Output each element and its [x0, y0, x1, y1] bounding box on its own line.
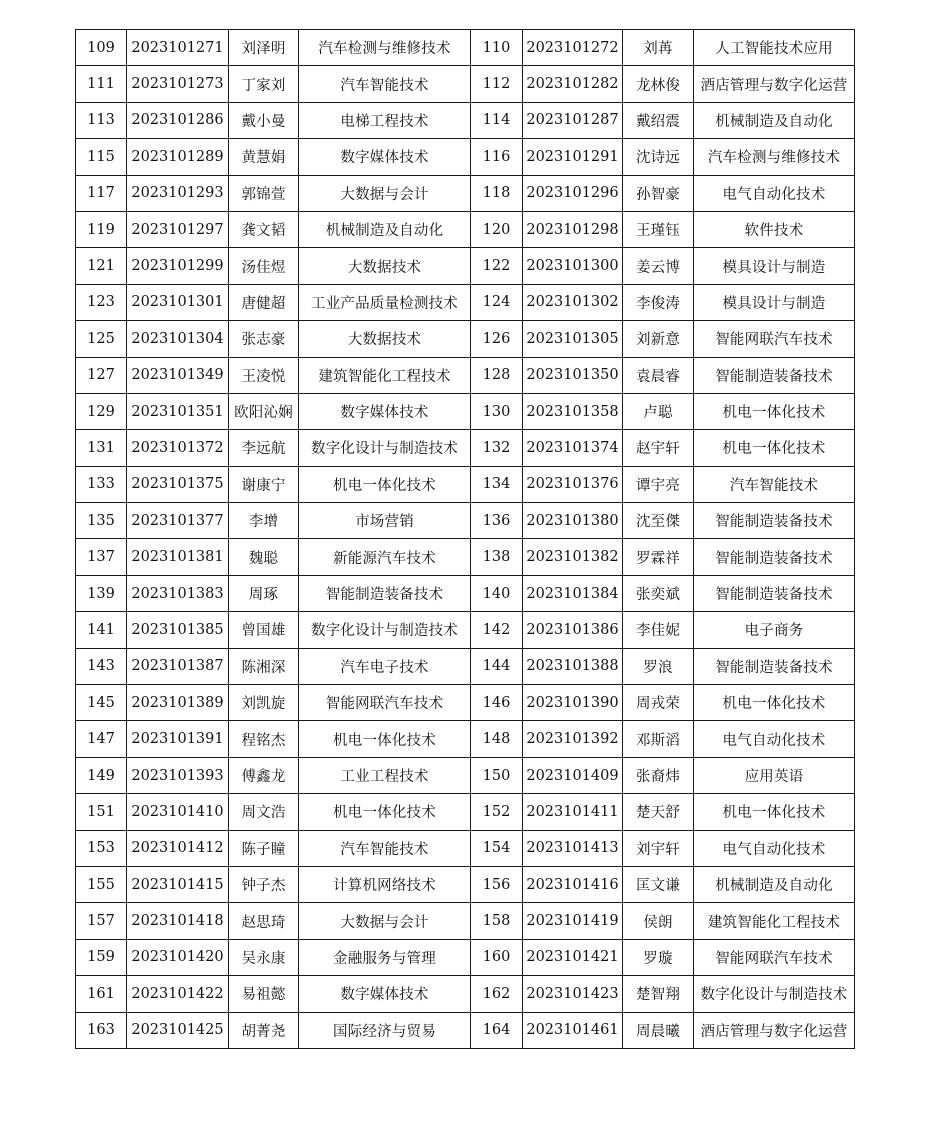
table-row [76, 357, 855, 393]
table-row [76, 612, 855, 648]
seq-number-cell: 119 [76, 211, 127, 247]
table-row [76, 1012, 855, 1048]
student-id-cell: 2023101415 [127, 866, 229, 902]
seq-number-cell: 127 [76, 357, 127, 393]
table-row [76, 248, 855, 284]
student-id-cell: 2023101418 [127, 903, 229, 939]
major-cell: 智能制造装备技术 [694, 648, 855, 684]
seq-number-cell: 113 [76, 102, 127, 138]
seq-number-cell: 111 [76, 66, 127, 102]
student-id-cell: 2023101423 [523, 976, 623, 1012]
major-cell: 应用英语 [694, 757, 855, 793]
seq-number-cell: 161 [76, 976, 127, 1012]
table-row [76, 321, 855, 357]
major-cell: 数字媒体技术 [299, 393, 471, 429]
student-name-cell: 唐健超 [229, 284, 299, 320]
seq-number-cell: 115 [76, 139, 127, 175]
student-id-cell: 2023101289 [127, 139, 229, 175]
student-id-cell: 2023101410 [127, 794, 229, 830]
major-cell: 数字化设计与制造技术 [694, 976, 855, 1012]
major-cell: 机电一体化技术 [299, 794, 471, 830]
student-id-cell: 2023101301 [127, 284, 229, 320]
student-id-cell: 2023101411 [523, 794, 623, 830]
major-cell: 酒店管理与数字化运营 [694, 1012, 855, 1048]
table-row [76, 503, 855, 539]
table-row [76, 575, 855, 611]
major-cell: 电梯工程技术 [299, 102, 471, 138]
major-cell: 国际经济与贸易 [299, 1012, 471, 1048]
major-cell: 智能制造装备技术 [694, 539, 855, 575]
major-cell: 模具设计与制造 [694, 248, 855, 284]
student-name-cell: 赵思琦 [229, 903, 299, 939]
student-id-cell: 2023101291 [523, 139, 623, 175]
major-cell: 电气自动化技术 [694, 830, 855, 866]
student-id-cell: 2023101419 [523, 903, 623, 939]
major-cell: 建筑智能化工程技术 [299, 357, 471, 393]
student-id-cell: 2023101375 [127, 466, 229, 502]
student-id-cell: 2023101381 [127, 539, 229, 575]
major-cell: 工业产品质量检测技术 [299, 284, 471, 320]
seq-number-cell: 117 [76, 175, 127, 211]
student-id-cell: 2023101382 [523, 539, 623, 575]
major-cell: 建筑智能化工程技术 [694, 903, 855, 939]
student-name-cell: 李增 [229, 503, 299, 539]
student-roster-table [75, 29, 855, 1049]
student-id-cell: 2023101412 [127, 830, 229, 866]
student-name-cell: 傅鑫龙 [229, 757, 299, 793]
student-name-cell: 罗浪 [623, 648, 694, 684]
student-id-cell: 2023101358 [523, 393, 623, 429]
student-name-cell: 龙林俊 [623, 66, 694, 102]
table-row [76, 539, 855, 575]
major-cell: 机械制造及自动化 [694, 102, 855, 138]
table-row [76, 866, 855, 902]
student-name-cell: 卢聪 [623, 393, 694, 429]
major-cell: 机械制造及自动化 [299, 211, 471, 247]
seq-number-cell: 114 [471, 102, 523, 138]
table-row [76, 976, 855, 1012]
student-name-cell: 沈至傑 [623, 503, 694, 539]
student-name-cell: 戴绍震 [623, 102, 694, 138]
roster-body [76, 30, 855, 1049]
major-cell: 电气自动化技术 [694, 175, 855, 211]
student-name-cell: 张志豪 [229, 321, 299, 357]
student-name-cell: 刘凯旋 [229, 685, 299, 721]
student-id-cell: 2023101388 [523, 648, 623, 684]
major-cell: 计算机网络技术 [299, 866, 471, 902]
seq-number-cell: 151 [76, 794, 127, 830]
major-cell: 模具设计与制造 [694, 284, 855, 320]
major-cell: 智能制造装备技术 [694, 357, 855, 393]
seq-number-cell: 116 [471, 139, 523, 175]
student-name-cell: 赵宇轩 [623, 430, 694, 466]
student-id-cell: 2023101271 [127, 30, 229, 66]
table-row [76, 30, 855, 66]
table-row [76, 830, 855, 866]
student-name-cell: 李俊涛 [623, 284, 694, 320]
student-name-cell: 胡菁尧 [229, 1012, 299, 1048]
major-cell: 电子商务 [694, 612, 855, 648]
student-name-cell: 吴永康 [229, 939, 299, 975]
student-name-cell: 张裔炜 [623, 757, 694, 793]
seq-number-cell: 128 [471, 357, 523, 393]
student-id-cell: 2023101393 [127, 757, 229, 793]
student-name-cell: 陈子瞳 [229, 830, 299, 866]
student-name-cell: 李佳妮 [623, 612, 694, 648]
student-name-cell: 罗霖祥 [623, 539, 694, 575]
major-cell: 汽车检测与维修技术 [299, 30, 471, 66]
student-name-cell: 周文浩 [229, 794, 299, 830]
student-id-cell: 2023101461 [523, 1012, 623, 1048]
seq-number-cell: 123 [76, 284, 127, 320]
student-name-cell: 刘泽明 [229, 30, 299, 66]
major-cell: 大数据与会计 [299, 903, 471, 939]
seq-number-cell: 160 [471, 939, 523, 975]
major-cell: 汽车智能技术 [299, 66, 471, 102]
student-name-cell: 程铭杰 [229, 721, 299, 757]
student-name-cell: 谭宇亮 [623, 466, 694, 502]
student-id-cell: 2023101386 [523, 612, 623, 648]
student-id-cell: 2023101425 [127, 1012, 229, 1048]
student-name-cell: 汤佳煜 [229, 248, 299, 284]
student-id-cell: 2023101349 [127, 357, 229, 393]
major-cell: 机电一体化技术 [299, 466, 471, 502]
seq-number-cell: 162 [471, 976, 523, 1012]
seq-number-cell: 121 [76, 248, 127, 284]
student-name-cell: 沈诗远 [623, 139, 694, 175]
major-cell: 智能制造装备技术 [299, 575, 471, 611]
major-cell: 数字媒体技术 [299, 976, 471, 1012]
major-cell: 工业工程技术 [299, 757, 471, 793]
major-cell: 软件技术 [694, 211, 855, 247]
seq-number-cell: 144 [471, 648, 523, 684]
major-cell: 数字化设计与制造技术 [299, 612, 471, 648]
table-row [76, 721, 855, 757]
table-row [76, 903, 855, 939]
seq-number-cell: 158 [471, 903, 523, 939]
student-id-cell: 2023101376 [523, 466, 623, 502]
table-row [76, 648, 855, 684]
student-id-cell: 2023101391 [127, 721, 229, 757]
student-name-cell: 邓斯滔 [623, 721, 694, 757]
student-id-cell: 2023101300 [523, 248, 623, 284]
student-id-cell: 2023101392 [523, 721, 623, 757]
student-name-cell: 谢康宁 [229, 466, 299, 502]
seq-number-cell: 122 [471, 248, 523, 284]
seq-number-cell: 149 [76, 757, 127, 793]
student-name-cell: 姜云博 [623, 248, 694, 284]
seq-number-cell: 157 [76, 903, 127, 939]
student-id-cell: 2023101293 [127, 175, 229, 211]
student-id-cell: 2023101272 [523, 30, 623, 66]
student-name-cell: 易祖懿 [229, 976, 299, 1012]
table-row [76, 430, 855, 466]
student-id-cell: 2023101380 [523, 503, 623, 539]
seq-number-cell: 156 [471, 866, 523, 902]
student-name-cell: 侯朗 [623, 903, 694, 939]
seq-number-cell: 137 [76, 539, 127, 575]
student-name-cell: 黄慧娟 [229, 139, 299, 175]
seq-number-cell: 130 [471, 393, 523, 429]
major-cell: 智能网联汽车技术 [299, 685, 471, 721]
table-row [76, 393, 855, 429]
student-name-cell: 刘苒 [623, 30, 694, 66]
student-name-cell: 丁家刘 [229, 66, 299, 102]
student-id-cell: 2023101304 [127, 321, 229, 357]
student-id-cell: 2023101422 [127, 976, 229, 1012]
seq-number-cell: 134 [471, 466, 523, 502]
seq-number-cell: 145 [76, 685, 127, 721]
student-id-cell: 2023101409 [523, 757, 623, 793]
seq-number-cell: 138 [471, 539, 523, 575]
student-id-cell: 2023101421 [523, 939, 623, 975]
student-name-cell: 袁晨睿 [623, 357, 694, 393]
major-cell: 汽车电子技术 [299, 648, 471, 684]
student-name-cell: 魏聪 [229, 539, 299, 575]
seq-number-cell: 136 [471, 503, 523, 539]
major-cell: 智能制造装备技术 [694, 575, 855, 611]
student-id-cell: 2023101390 [523, 685, 623, 721]
student-name-cell: 龚文韬 [229, 211, 299, 247]
major-cell: 智能网联汽车技术 [694, 939, 855, 975]
major-cell: 机电一体化技术 [694, 430, 855, 466]
table-row [76, 284, 855, 320]
major-cell: 大数据技术 [299, 248, 471, 284]
student-id-cell: 2023101383 [127, 575, 229, 611]
seq-number-cell: 142 [471, 612, 523, 648]
major-cell: 汽车智能技术 [299, 830, 471, 866]
student-id-cell: 2023101282 [523, 66, 623, 102]
student-name-cell: 罗璇 [623, 939, 694, 975]
student-name-cell: 孙智豪 [623, 175, 694, 211]
student-id-cell: 2023101389 [127, 685, 229, 721]
table-row [76, 211, 855, 247]
student-name-cell: 曾国雄 [229, 612, 299, 648]
major-cell: 机电一体化技术 [299, 721, 471, 757]
seq-number-cell: 155 [76, 866, 127, 902]
major-cell: 市场营销 [299, 503, 471, 539]
major-cell: 金融服务与管理 [299, 939, 471, 975]
student-id-cell: 2023101305 [523, 321, 623, 357]
student-id-cell: 2023101420 [127, 939, 229, 975]
student-name-cell: 楚智翔 [623, 976, 694, 1012]
seq-number-cell: 140 [471, 575, 523, 611]
major-cell: 酒店管理与数字化运营 [694, 66, 855, 102]
seq-number-cell: 131 [76, 430, 127, 466]
seq-number-cell: 147 [76, 721, 127, 757]
table-row [76, 66, 855, 102]
seq-number-cell: 112 [471, 66, 523, 102]
seq-number-cell: 139 [76, 575, 127, 611]
student-name-cell: 郭锦萱 [229, 175, 299, 211]
table-row [76, 685, 855, 721]
major-cell: 人工智能技术应用 [694, 30, 855, 66]
major-cell: 机电一体化技术 [694, 794, 855, 830]
seq-number-cell: 132 [471, 430, 523, 466]
student-name-cell: 欧阳沁娴 [229, 393, 299, 429]
seq-number-cell: 163 [76, 1012, 127, 1048]
major-cell: 机电一体化技术 [694, 685, 855, 721]
seq-number-cell: 118 [471, 175, 523, 211]
seq-number-cell: 125 [76, 321, 127, 357]
student-id-cell: 2023101372 [127, 430, 229, 466]
major-cell: 机械制造及自动化 [694, 866, 855, 902]
student-id-cell: 2023101302 [523, 284, 623, 320]
seq-number-cell: 153 [76, 830, 127, 866]
seq-number-cell: 164 [471, 1012, 523, 1048]
student-name-cell: 王瑾钰 [623, 211, 694, 247]
major-cell: 电气自动化技术 [694, 721, 855, 757]
major-cell: 数字化设计与制造技术 [299, 430, 471, 466]
seq-number-cell: 154 [471, 830, 523, 866]
student-name-cell: 钟子杰 [229, 866, 299, 902]
major-cell: 机电一体化技术 [694, 393, 855, 429]
student-name-cell: 刘新意 [623, 321, 694, 357]
student-id-cell: 2023101299 [127, 248, 229, 284]
student-name-cell: 王凌悦 [229, 357, 299, 393]
student-id-cell: 2023101374 [523, 430, 623, 466]
seq-number-cell: 120 [471, 211, 523, 247]
major-cell: 汽车检测与维修技术 [694, 139, 855, 175]
seq-number-cell: 143 [76, 648, 127, 684]
seq-number-cell: 110 [471, 30, 523, 66]
major-cell: 大数据技术 [299, 321, 471, 357]
table-row [76, 939, 855, 975]
table-row [76, 139, 855, 175]
student-name-cell: 戴小曼 [229, 102, 299, 138]
major-cell: 数字媒体技术 [299, 139, 471, 175]
student-id-cell: 2023101385 [127, 612, 229, 648]
seq-number-cell: 109 [76, 30, 127, 66]
student-id-cell: 2023101287 [523, 102, 623, 138]
seq-number-cell: 152 [471, 794, 523, 830]
seq-number-cell: 129 [76, 393, 127, 429]
student-name-cell: 周琢 [229, 575, 299, 611]
student-id-cell: 2023101377 [127, 503, 229, 539]
major-cell: 智能网联汽车技术 [694, 321, 855, 357]
student-id-cell: 2023101350 [523, 357, 623, 393]
seq-number-cell: 124 [471, 284, 523, 320]
student-name-cell: 陈湘深 [229, 648, 299, 684]
seq-number-cell: 133 [76, 466, 127, 502]
seq-number-cell: 126 [471, 321, 523, 357]
student-name-cell: 匡文谦 [623, 866, 694, 902]
student-id-cell: 2023101296 [523, 175, 623, 211]
student-name-cell: 李远航 [229, 430, 299, 466]
student-name-cell: 周戎荣 [623, 685, 694, 721]
student-id-cell: 2023101416 [523, 866, 623, 902]
student-name-cell: 周晨曦 [623, 1012, 694, 1048]
student-id-cell: 2023101286 [127, 102, 229, 138]
seq-number-cell: 146 [471, 685, 523, 721]
seq-number-cell: 159 [76, 939, 127, 975]
seq-number-cell: 141 [76, 612, 127, 648]
major-cell: 大数据与会计 [299, 175, 471, 211]
student-id-cell: 2023101387 [127, 648, 229, 684]
seq-number-cell: 148 [471, 721, 523, 757]
student-name-cell: 楚天舒 [623, 794, 694, 830]
major-cell: 新能源汽车技术 [299, 539, 471, 575]
table-row [76, 175, 855, 211]
major-cell: 汽车智能技术 [694, 466, 855, 502]
student-id-cell: 2023101297 [127, 211, 229, 247]
table-row [76, 102, 855, 138]
student-id-cell: 2023101298 [523, 211, 623, 247]
table-row [76, 466, 855, 502]
seq-number-cell: 150 [471, 757, 523, 793]
table-row [76, 757, 855, 793]
table-row [76, 794, 855, 830]
student-id-cell: 2023101413 [523, 830, 623, 866]
student-id-cell: 2023101273 [127, 66, 229, 102]
student-name-cell: 张奕斌 [623, 575, 694, 611]
major-cell: 智能制造装备技术 [694, 503, 855, 539]
student-name-cell: 刘宇轩 [623, 830, 694, 866]
student-id-cell: 2023101384 [523, 575, 623, 611]
seq-number-cell: 135 [76, 503, 127, 539]
student-id-cell: 2023101351 [127, 393, 229, 429]
